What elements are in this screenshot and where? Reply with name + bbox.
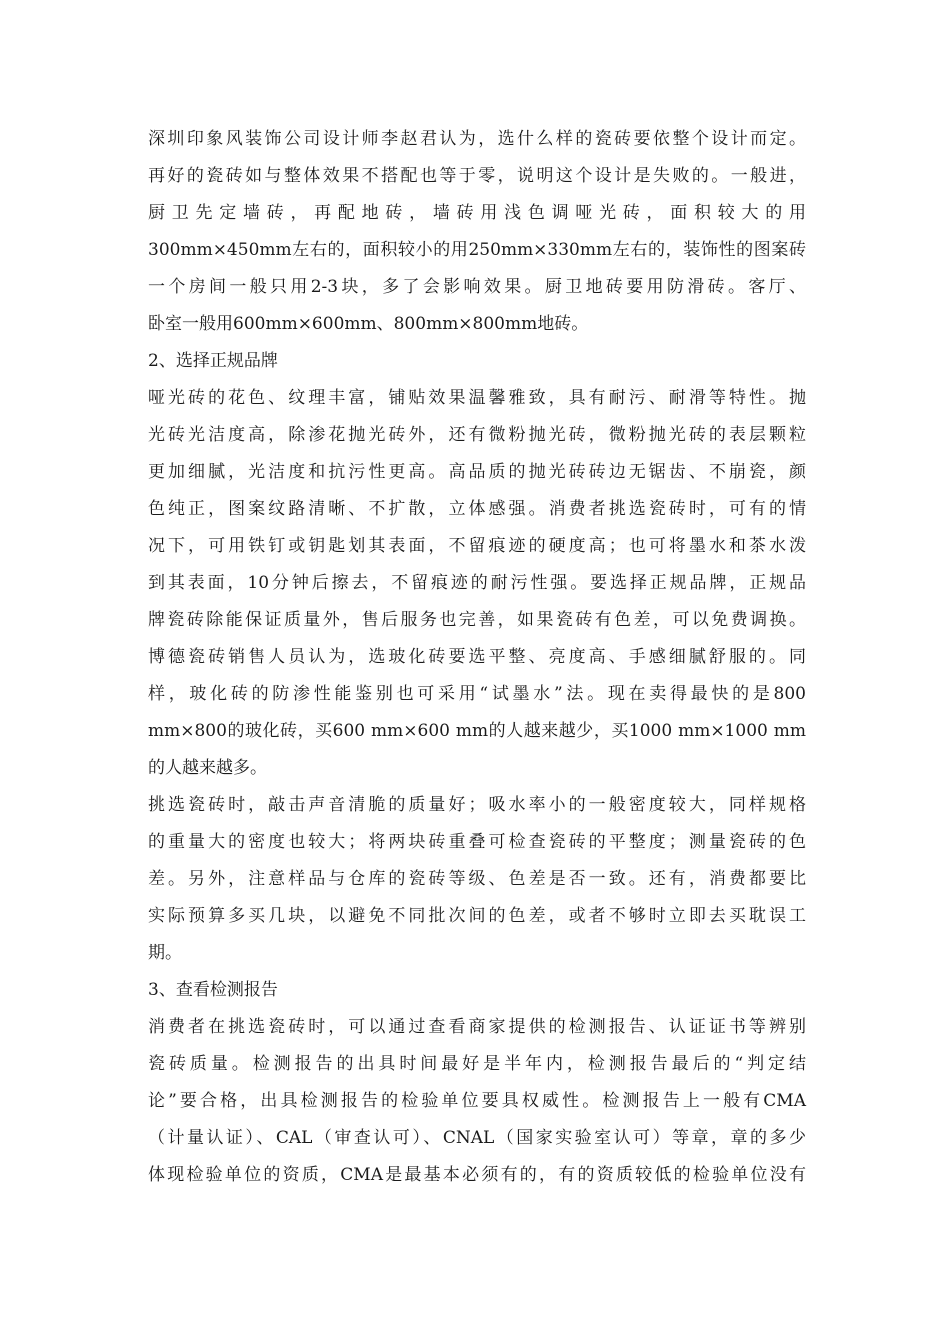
section-heading: 3、查看检测报告: [148, 980, 278, 1000]
text-line: 论”要合格，出具检测报告的检验单位要具权威性。检测报告上一般有CMA: [148, 1091, 806, 1111]
text-line: 消费者在挑选瓷砖时，可以通过查看商家提供的检测报告、认证证书等辨别: [148, 1017, 806, 1037]
text-line: （计量认证）、CAL（审查认可）、CNAL（国家实验室认可）等章，章的多少: [148, 1128, 806, 1148]
text-line: 挑选瓷砖时，敲击声音清脆的质量好；吸水率小的一般密度较大，同样规格: [148, 795, 806, 815]
text-line: 的人越来越多。: [148, 758, 267, 778]
text-line: 300mm×450mm左右的，面积较小的用250mm×330mm左右的，装饰性的图案砖: [148, 240, 806, 260]
text-line: 哑光砖的花色、纹理丰富，铺贴效果温馨雅致，具有耐污、耐滑等特性。抛: [148, 388, 806, 408]
text-line: 体现检验单位的资质，CMA是最基本必须有的，有的资质较低的检验单位没有: [148, 1165, 806, 1185]
text-line: 再好的瓷砖如与整体效果不搭配也等于零，说明这个设计是失败的。一般进，: [148, 166, 806, 186]
text-line: 一个房间一般只用2-3块，多了会影响效果。厨卫地砖要用防滑砖。客厅、: [148, 277, 806, 297]
text-line: 卧室一般用600mm×600mm、800mm×800mm地砖。: [148, 314, 589, 334]
text-line: 到其表面，10分钟后擦去，不留痕迹的耐污性强。要选择正规品牌，正规品: [148, 573, 806, 593]
text-line: 色纯正，图案纹路清晰、不扩散，立体感强。消费者挑选瓷砖时，可有的情: [148, 499, 806, 519]
text-line: 深圳印象风装饰公司设计师李赵君认为，选什么样的瓷砖要依整个设计而定。: [148, 129, 806, 149]
text-line: 厨卫先定墙砖，再配地砖，墙砖用浅色调哑光砖，面积较大的用: [148, 203, 806, 223]
text-line: 瓷砖质量。检测报告的出具时间最好是半年内，检测报告最后的“判定结: [148, 1054, 806, 1074]
text-line: 光砖光洁度高，除渗花抛光砖外，还有微粉抛光砖，微粉抛光砖的表层颗粒: [148, 425, 806, 445]
text-line: 差。另外，注意样品与仓库的瓷砖等级、色差是否一致。还有，消费都要比: [148, 869, 806, 889]
text-line: 实际预算多买几块，以避免不同批次间的色差，或者不够时立即去买耽误工: [148, 906, 806, 926]
text-line: 样，玻化砖的防渗性能鉴别也可采用“试墨水”法。现在卖得最快的是800: [148, 684, 806, 704]
text-line: 况下，可用铁钉或钥匙划其表面，不留痕迹的硬度高；也可将墨水和茶水泼: [148, 536, 806, 556]
text-line: 更加细腻，光洁度和抗污性更高。高品质的抛光砖砖边无锯齿、不崩瓷，颜: [148, 462, 806, 482]
section-heading: 2、选择正规品牌: [148, 351, 278, 371]
text-line: 博德瓷砖销售人员认为，选玻化砖要选平整、亮度高、手感细腻舒服的。同: [148, 647, 806, 667]
text-line: mm×800的玻化砖，买600 mm×600 mm的人越来越少，买1000 mm×1000 mm: [148, 721, 806, 741]
text-line: 的重量大的密度也较大；将两块砖重叠可检查瓷砖的平整度；测量瓷砖的色: [148, 832, 806, 852]
text-line: 牌瓷砖除能保证质量外，售后服务也完善，如果瓷砖有色差，可以免费调换。: [148, 610, 806, 630]
text-line: 期。: [148, 943, 182, 963]
